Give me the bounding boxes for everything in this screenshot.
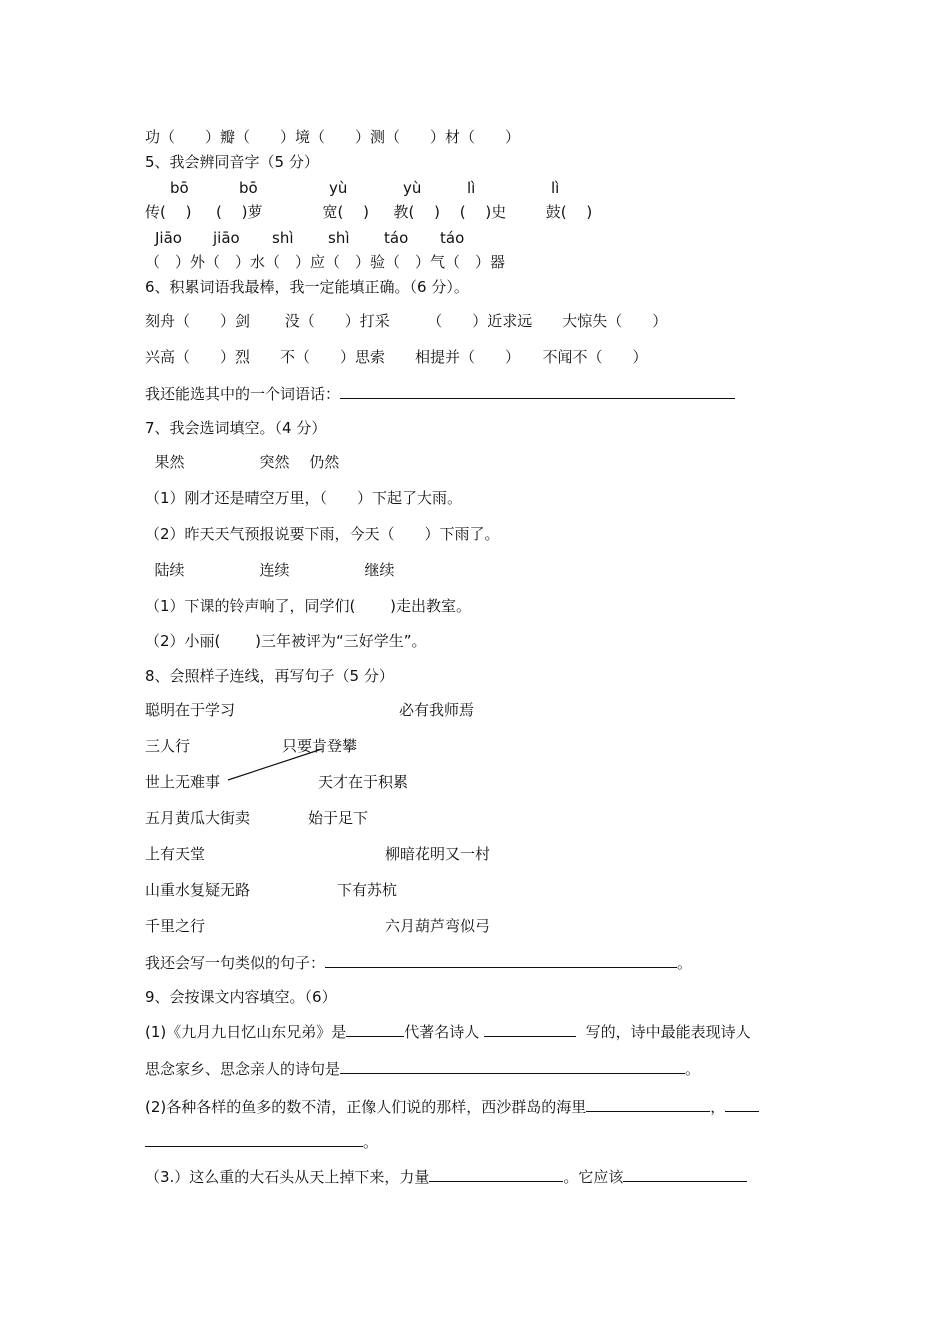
match-right-item: 柳暗花明又一村	[385, 845, 491, 863]
q7-words2: 陆续 连续 继续	[145, 561, 395, 579]
punctuation: 。	[363, 1133, 379, 1151]
answer-blank[interactable]	[484, 1021, 576, 1037]
pinyin: yù	[403, 179, 422, 197]
match-left-item: 五月黄瓜大街卖	[145, 809, 251, 827]
q9-item1-line2	[145, 1058, 700, 1079]
pinyin: lì	[467, 179, 476, 197]
match-left-item: 上有天堂	[145, 845, 206, 863]
match-right-item: 六月葫芦弯似弓	[385, 917, 491, 935]
q9-text: 代著名诗人	[404, 1023, 480, 1041]
match-right-item: 只要肯登攀	[282, 737, 358, 755]
answer-blank[interactable]	[145, 1131, 363, 1147]
answer-blank[interactable]	[623, 1166, 747, 1182]
q5-row2: （ ）外（ ）水（ ）应（ ）验（ ）气（ ）器	[145, 253, 506, 271]
answer-blank[interactable]	[346, 1021, 404, 1037]
pinyin: shì	[328, 229, 350, 247]
punctuation: ，	[710, 1098, 726, 1116]
q7-sentence-1: （1）刚才还是晴空万里，（ ）下起了大雨。	[145, 489, 463, 507]
q5-row1: 传( ) ( )萝 宽( ) 教( ) ( )史 鼓( )	[145, 203, 593, 221]
q7-title: 7、我会选词填空。（4 分）	[145, 419, 327, 437]
q9-text: （3.）这么重的大石头从天上掉下来，力量	[145, 1168, 430, 1186]
pinyin: shì	[272, 229, 294, 247]
q9-text: 写的，诗中最能表现诗人	[585, 1023, 751, 1041]
q7-sentence-4: （2）小丽( )三年被评为“三好学生”。	[145, 632, 427, 650]
answer-blank[interactable]	[429, 1166, 563, 1182]
pinyin: bō	[239, 179, 258, 197]
q8-title: 8、会照样子连线，再写句子（5 分）	[145, 667, 394, 685]
q9-title: 9、会按课文内容填空。（6）	[145, 988, 337, 1006]
pinyin: táo	[384, 229, 409, 247]
pinyin: bō	[170, 179, 189, 197]
punctuation: 。	[685, 1060, 701, 1078]
answer-blank[interactable]	[340, 1058, 685, 1074]
match-left-item: 千里之行	[145, 917, 206, 935]
pinyin: yù	[329, 179, 348, 197]
q8-write-line	[145, 952, 692, 973]
q8-write-label: 我还会写一句类似的句子：	[145, 954, 326, 972]
match-right-item: 始于足下	[308, 809, 369, 827]
char-blanks-line: 功（ ）瓣（ ）境（ ）测（ ）材（ ）	[145, 128, 521, 146]
q9-item2-line2	[145, 1131, 378, 1152]
q7-sentence-3: （1）下课的铃声响了，同学们( )走出教室。	[145, 597, 472, 615]
match-left-item: 世上无难事	[145, 773, 221, 791]
pinyin: Jiāo	[155, 229, 182, 247]
match-right-item: 必有我师焉	[399, 701, 475, 719]
q9-text: 思念家乡、思念亲人的诗句是	[145, 1060, 341, 1078]
q6-row1: 刻舟（ ）剑 没（ ）打采 （ ）近求远 大惊失（ ）	[145, 312, 668, 330]
answer-blank[interactable]	[725, 1096, 759, 1112]
q9-text: (2)各种各样的鱼多的数不清，正像人们说的那样，西沙群岛的海里	[145, 1098, 587, 1116]
q7-words1: 果然 突然 仍然	[145, 453, 340, 471]
q6-choose-label: 我还能选其中的一个词语话：	[145, 385, 341, 403]
match-right-item: 下有苏杭	[337, 881, 398, 899]
q7-sentence-2: （2）昨天天气预报说要下雨，今天（ ）下雨了。	[145, 525, 500, 543]
q9-text: 。它应该	[563, 1168, 624, 1186]
pinyin: jiāo	[213, 229, 240, 247]
match-right-item: 天才在于积累	[318, 773, 409, 791]
match-left-item: 山重水复疑无路	[145, 881, 251, 899]
pinyin: táo	[440, 229, 465, 247]
answer-blank[interactable]	[325, 952, 677, 968]
pinyin: lì	[551, 179, 560, 197]
q5-title: 5、我会辨同音字（5 分）	[145, 153, 319, 171]
match-left-item: 三人行	[145, 737, 191, 755]
q6-title: 6、积累词语我最棒，我一定能填正确。（6 分）。	[145, 278, 469, 296]
q9-item3-line	[145, 1166, 747, 1187]
punctuation: 。	[677, 954, 693, 972]
q9-item2-line1	[145, 1096, 759, 1117]
q9-text: (1)《九月九日忆山东兄弟》是	[145, 1023, 347, 1041]
q9-item1-line1	[145, 1021, 751, 1042]
q6-row2: 兴高（ ）烈 不（ ）思索 相提并（ ） 不闻不（ ）	[145, 348, 648, 366]
match-left-item: 聪明在于学习	[145, 701, 236, 719]
answer-blank[interactable]	[586, 1096, 710, 1112]
